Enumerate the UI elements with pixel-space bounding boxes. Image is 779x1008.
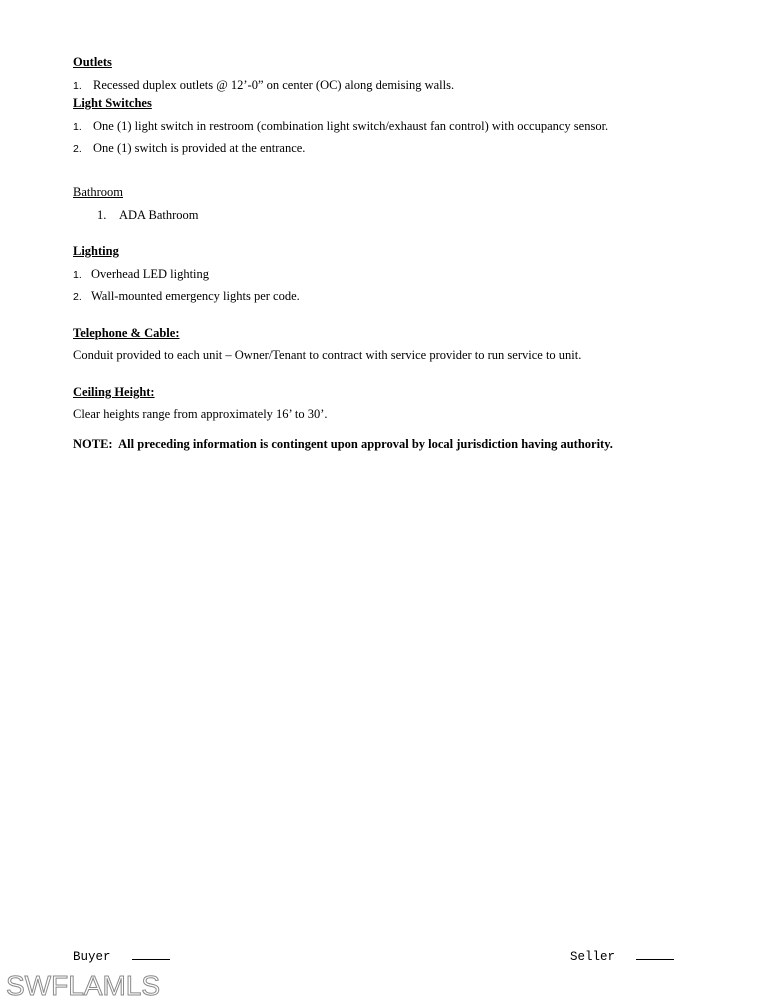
approval-note: NOTE: All preceding information is contingent upon approval by local jurisdiction having authority. [73, 437, 613, 451]
buyer-label: Buyer [73, 950, 111, 964]
lighting-item-2-number: 2. [73, 291, 82, 303]
telephone-cable-heading: Telephone & Cable: [73, 326, 180, 340]
lighting-item-1-number: 1. [73, 269, 82, 281]
bathroom-item-1-number: 1. [97, 208, 107, 222]
light-switches-item-2-text: One (1) switch is provided at the entrance. [93, 141, 306, 155]
buyer-initials [73, 947, 170, 965]
seller-initials [570, 947, 674, 965]
telephone-cable-text: Conduit provided to each unit – Owner/Tenant to contract with service provider to run service to unit. [73, 348, 582, 362]
bathroom-heading: Bathroom [73, 185, 123, 199]
swflamls-watermark: SWFLAMLS [6, 970, 161, 1001]
light-switches-item-2-number: 2. [73, 143, 82, 155]
outlets-item-1-text: Recessed duplex outlets @ 12’-0” on center (OC) along demising walls. [93, 78, 455, 92]
ceiling-height-heading: Ceiling Height: [73, 385, 155, 399]
lighting-item-1-text: Overhead LED lighting [91, 267, 210, 281]
buyer-initials-line[interactable] [132, 947, 170, 960]
light-switches-item-1-number: 1. [73, 121, 82, 133]
lighting-item-2-text: Wall-mounted emergency lights per code. [91, 289, 300, 303]
light-switches-item-1-text: One (1) light switch in restroom (combination light switch/exhaust fan control) with occupancy sensor. [93, 119, 609, 133]
lighting-heading: Lighting [73, 244, 119, 258]
bathroom-item-1-text: ADA Bathroom [119, 208, 199, 222]
ceiling-height-text: Clear heights range from approximately 16’ to 30’. [73, 407, 328, 421]
outlets-heading: Outlets [73, 55, 112, 69]
seller-label: Seller [570, 950, 616, 964]
seller-initials-line[interactable] [636, 947, 674, 960]
outlets-item-1-number: 1. [73, 80, 82, 92]
light-switches-heading: Light Switches [73, 96, 152, 110]
